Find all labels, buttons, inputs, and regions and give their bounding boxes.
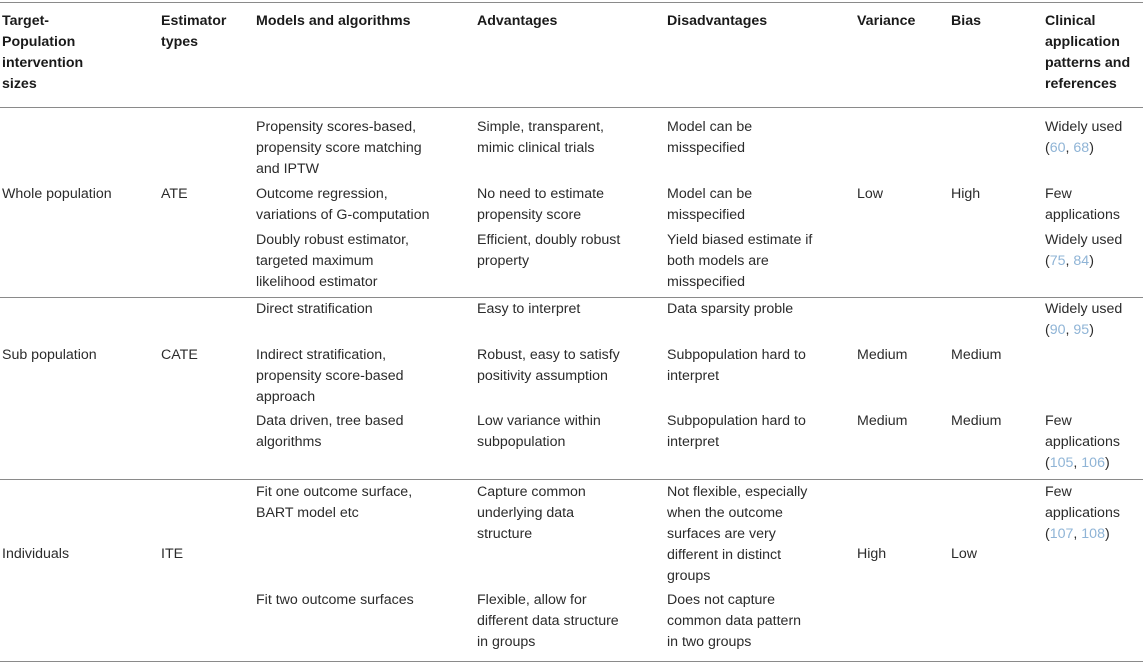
group-variance: Low bbox=[857, 186, 884, 202]
row-models: Propensity scores-based, propensity score matching and IPTW bbox=[256, 119, 422, 177]
reference-list: (60, 68) bbox=[1045, 140, 1094, 156]
reference-list: (90, 95) bbox=[1045, 322, 1094, 338]
header-bottom-rule bbox=[0, 107, 1143, 108]
reference-link[interactable]: 60 bbox=[1049, 140, 1066, 156]
row-disadvantages: Not flexible, especially when the outcome surfaces are very different in distinct groups bbox=[667, 484, 808, 584]
row-models: Indirect stratification, propensity score-based approach bbox=[256, 347, 404, 405]
row-clinical bbox=[1045, 117, 1122, 159]
header-estimator-types: Estimator types bbox=[161, 13, 227, 50]
row-clinical bbox=[1045, 230, 1122, 272]
row-models: Fit one outcome surface, BART model etc bbox=[256, 484, 413, 521]
row-bias: Medium bbox=[951, 413, 1002, 429]
reference-link[interactable]: 106 bbox=[1081, 455, 1105, 471]
reference-link[interactable]: 95 bbox=[1073, 322, 1090, 338]
header-disadvantages: Disadvantages bbox=[667, 13, 768, 29]
row-advantages: Robust, easy to satisfy positivity assumption bbox=[477, 347, 620, 384]
row-advantages: Low variance within subpopulation bbox=[477, 413, 601, 450]
group-target: Individuals bbox=[2, 546, 70, 562]
header-target-population: Target- Population intervention sizes bbox=[2, 13, 84, 92]
row-advantages: No need to estimate propensity score bbox=[477, 186, 604, 223]
row-models: Data driven, tree based algorithms bbox=[256, 413, 404, 450]
reference-link[interactable]: 105 bbox=[1049, 455, 1074, 471]
reference-link[interactable]: 108 bbox=[1081, 526, 1105, 542]
reference-link[interactable]: 68 bbox=[1073, 140, 1090, 156]
group-estimator: ITE bbox=[161, 546, 184, 562]
clinical-pattern: Widely used bbox=[1045, 232, 1123, 248]
reference-list: (75, 84) bbox=[1045, 253, 1094, 269]
table-bottom-rule bbox=[0, 661, 1143, 662]
group-estimator: CATE bbox=[161, 347, 198, 363]
row-clinical bbox=[1045, 411, 1120, 474]
row-models: Direct stratification bbox=[256, 301, 373, 317]
row-variance: Medium bbox=[857, 347, 908, 363]
header-variance: Variance bbox=[857, 13, 916, 29]
group-target: Sub population bbox=[2, 347, 97, 363]
row-clinical: Few applications bbox=[1045, 186, 1120, 223]
group-variance: High bbox=[857, 546, 887, 562]
header-bias: Bias bbox=[951, 13, 981, 29]
row-disadvantages: Does not capture common data pattern in two groups bbox=[667, 592, 802, 650]
row-disadvantages: Subpopulation hard to interpret bbox=[667, 347, 806, 384]
group-estimator: ATE bbox=[161, 186, 188, 202]
reference-list: (107, 108) bbox=[1045, 526, 1110, 542]
row-disadvantages: Yield biased estimate if both models are misspecified bbox=[667, 232, 813, 290]
header-advantages: Advantages bbox=[477, 13, 558, 29]
group-divider-rule bbox=[0, 297, 1143, 298]
group-target: Whole population bbox=[2, 186, 112, 202]
header-clinical: Clinical application patterns and references bbox=[1045, 13, 1131, 92]
reference-link[interactable]: 75 bbox=[1049, 253, 1066, 269]
reference-link[interactable]: 84 bbox=[1073, 253, 1090, 269]
row-disadvantages: Data sparsity proble bbox=[667, 301, 794, 317]
row-disadvantages: Model can be misspecified bbox=[667, 119, 753, 156]
row-disadvantages: Model can be misspecified bbox=[667, 186, 753, 223]
row-clinical bbox=[1045, 482, 1120, 545]
group-bias: Low bbox=[951, 546, 978, 562]
table-top-rule bbox=[0, 2, 1143, 3]
row-clinical bbox=[1045, 299, 1122, 341]
reference-link[interactable]: 90 bbox=[1049, 322, 1066, 338]
row-advantages: Flexible, allow for different data structure in groups bbox=[477, 592, 619, 650]
clinical-pattern: Few applications bbox=[1045, 484, 1120, 521]
group-divider-rule bbox=[0, 479, 1143, 480]
row-advantages: Easy to interpret bbox=[477, 301, 581, 317]
row-advantages: Efficient, doubly robust property bbox=[477, 232, 621, 269]
clinical-pattern: Widely used bbox=[1045, 301, 1123, 317]
row-models: Outcome regression, variations of G-computation bbox=[256, 186, 430, 223]
header-models: Models and algorithms bbox=[256, 13, 411, 29]
group-bias: High bbox=[951, 186, 981, 202]
reference-list: (105, 106) bbox=[1045, 455, 1110, 471]
row-advantages: Simple, transparent, mimic clinical trials bbox=[477, 119, 604, 156]
row-variance: Medium bbox=[857, 413, 908, 429]
reference-link[interactable]: 107 bbox=[1049, 526, 1074, 542]
row-models: Doubly robust estimator, targeted maximum likelihood estimator bbox=[256, 232, 409, 290]
row-advantages: Capture common underlying data structure bbox=[477, 484, 586, 542]
clinical-pattern: Few applications bbox=[1045, 413, 1120, 450]
row-models: Fit two outcome surfaces bbox=[256, 592, 414, 608]
row-disadvantages: Subpopulation hard to interpret bbox=[667, 413, 806, 450]
clinical-pattern: Widely used bbox=[1045, 119, 1123, 135]
row-bias: Medium bbox=[951, 347, 1002, 363]
